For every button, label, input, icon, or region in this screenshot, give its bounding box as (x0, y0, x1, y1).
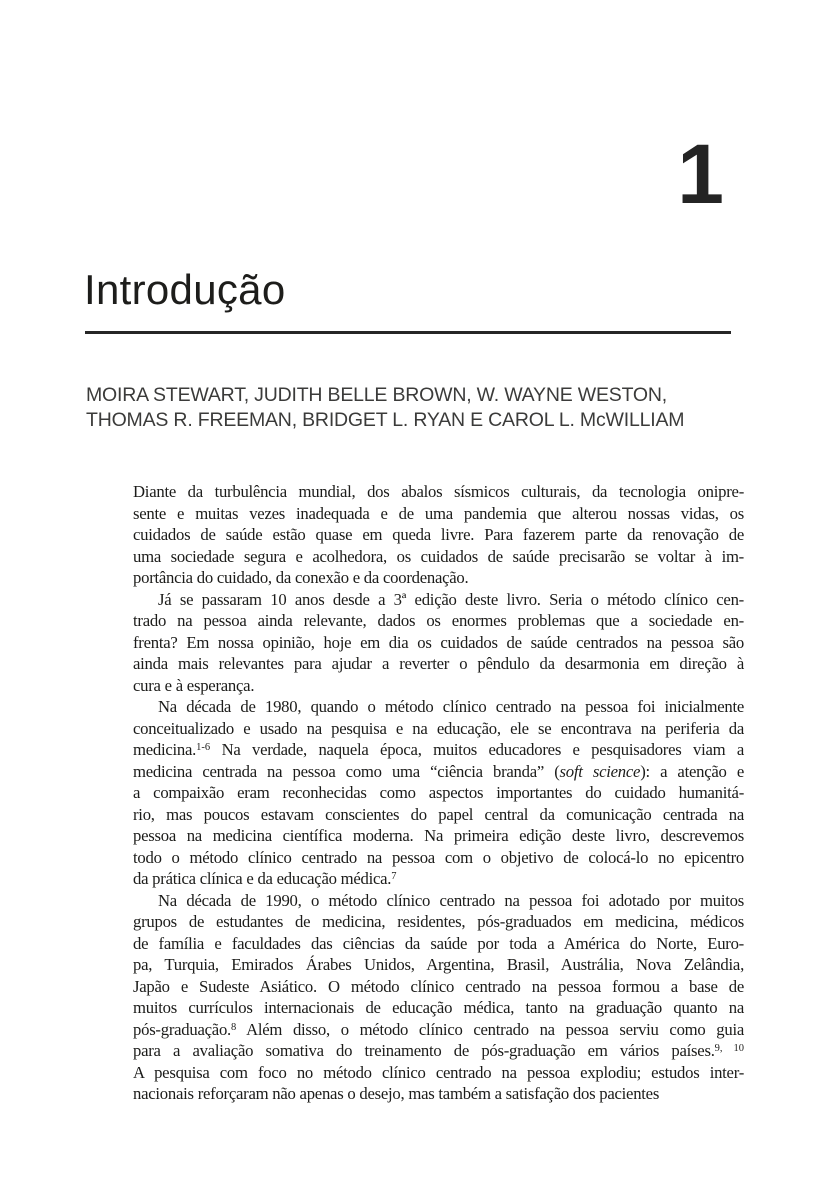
text-line: Na década de 1980, quando o método clínico centrado na pessoa foi inicialmente (158, 697, 744, 716)
text-line: Já se passaram 10 anos desde a 3ª edição deste livro. Seria o método clínico cen- (158, 589, 744, 609)
footnote-reference: 8 (230, 1021, 237, 1033)
chapter-number: 1 (677, 127, 724, 221)
text-line: todo o método clínico centrado na pessoa com o objetivo de colocá-lo no epicentro (133, 847, 744, 867)
text-line: da prática clínica e da educação médica.$^7$ (133, 869, 397, 888)
text-line: medicina centrada na pessoa como uma “ciência branda” (soft science): a atenção e (133, 761, 744, 781)
authors-line: THOMAS R. FREEMAN, BRIDGET L. RYAN E CAROL L. McWILLIAM (86, 409, 685, 431)
chapter-title: Introdução (84, 266, 286, 313)
text-line: trado na pessoa ainda relevante, dados os enormes problemas que a sociedade en- (133, 611, 744, 630)
text-line: rio, mas poucos estavam conscientes do papel central da comunicação centrada na (133, 804, 744, 824)
authors-line: MOIRA STEWART, JUDITH BELLE BROWN, W. WAYNE WESTON, (86, 384, 667, 406)
text-line: sente e muitas vezes inadequada e de uma pandemia que alterou nossas vidas, os (133, 503, 744, 523)
text-line: pessoa na medicina científica moderna. Na primeira edição deste livro, descrevemos (133, 826, 744, 845)
paragraph (133, 481, 744, 589)
text-line: de família e faculdades das ciências da saúde por toda a América do Norte, Euro- (133, 933, 744, 953)
authors-block (86, 383, 684, 433)
footnote-reference: 9, 10 (714, 1043, 744, 1054)
text-line: medicina.$^{1-6}$ Na verdade, naquela época, muitos educadores e pesquisadores viam a (133, 740, 744, 759)
paragraph (133, 589, 744, 697)
text-line: para a avaliação somativa do treinamento de pós-graduação em vários países.$^{9, 10}$ (133, 1041, 744, 1060)
text-line: A pesquisa com foco no método clínico centrado na pessoa explodiu; estudos inter- (133, 1062, 744, 1082)
text-line: cura e à esperança. (133, 675, 255, 695)
text-line: Japão e Sudeste Asiático. O método clínico centrado na pessoa formou a base de (133, 976, 744, 996)
text-line: Na década de 1990, o método clínico centrado na pessoa foi adotado por muitos (158, 890, 744, 910)
paragraph (133, 696, 744, 890)
text-line: portância do cuidado, da conexão e da coordenação. (133, 568, 469, 587)
text-line: conceitualizado e usado na pesquisa e na educação, ele se encontrava na periferia da (133, 718, 744, 738)
text-line: a compaixão eram reconhecidas como aspectos importantes do cuidado humanitá- (133, 783, 744, 802)
text-line: grupos de estudantes de medicina, residentes, pós-graduados em medicina, médicos (133, 912, 744, 931)
text-line: ainda mais relevantes para ajudar a reverter o pêndulo da desarmonia em direção à (133, 654, 744, 673)
text-line: muitos currículos internacionais de educação médica, tanto na graduação quanto na (133, 998, 744, 1017)
italic-text: soft science (559, 761, 641, 781)
text-line: frenta? Em nossa opinião, hoje em dia os cuidados de saúde centrados na pessoa são (133, 632, 744, 652)
paragraph (133, 890, 744, 1105)
text-line: pa, Turquia, Emirados Árabes Unidos, Argentina, Brasil, Austrália, Nova Zelândia, (133, 955, 744, 974)
text-line: cuidados de saúde estão quase em queda livre. Para fazerem parte da renovação de (133, 525, 744, 544)
text-line: nacionais reforçaram não apenas o desejo, mas também a satisfação dos pacientes (133, 1084, 660, 1103)
text-line: pós-graduação.$^8$ Além disso, o método clínico centrado na pessoa serviu como guia (133, 1019, 744, 1039)
text-line: Diante da turbulência mundial, dos abalos sísmicos culturais, da tecnologia onipre- (133, 482, 744, 501)
text-line: uma sociedade segura e acolhedora, os cuidados de saúde precisarão se voltar à im- (133, 546, 744, 566)
title-rule (85, 331, 731, 334)
body-text (133, 481, 744, 1105)
footnote-reference: 1-6 (196, 742, 211, 753)
footnote-reference: 7 (391, 871, 397, 882)
